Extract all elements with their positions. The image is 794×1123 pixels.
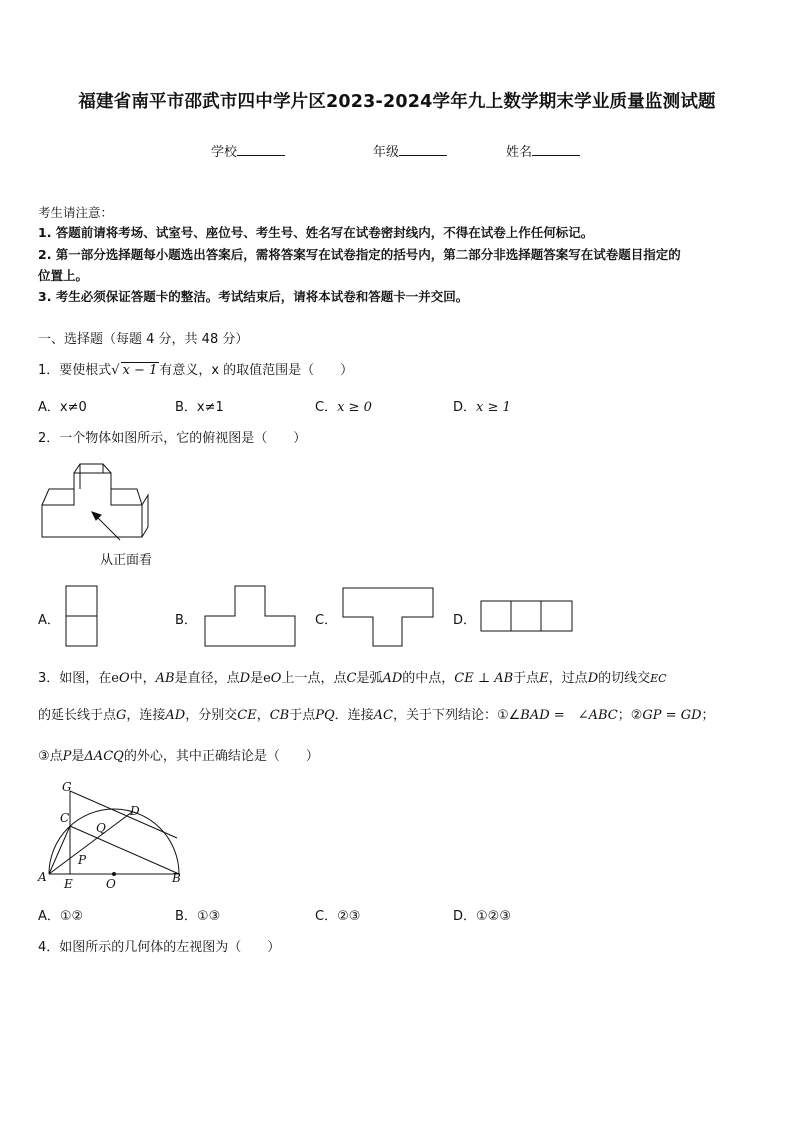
grade-label: 年级	[373, 145, 400, 160]
notice-heading: 考生请注意：	[38, 205, 114, 220]
q1-option-a[interactable]: A．x≠0	[38, 400, 87, 415]
q3-text: 是直径，点	[174, 671, 240, 686]
label-C: C	[60, 811, 70, 825]
q3-text: 中，	[129, 671, 156, 686]
q3-text: ；②	[617, 708, 643, 723]
q3-option-c[interactable]: C．②③	[315, 909, 361, 924]
label-O: O	[106, 877, 116, 891]
label-B: B	[172, 871, 181, 885]
q3-math: O	[118, 671, 130, 686]
sqrt-radicand: x − 1	[122, 363, 158, 378]
sqrt-sign: √	[111, 363, 120, 378]
q3-math: PQ	[315, 708, 335, 723]
q3-math: CE ⊥ AB	[454, 671, 514, 686]
q1-option-b[interactable]: B．x≠1	[175, 400, 224, 415]
q3-math: AB	[155, 671, 175, 686]
q3-math: D	[587, 671, 599, 686]
q1-prefix: 1．要使根式	[38, 363, 112, 378]
q3-text: ，关于下列结论：①∠	[392, 708, 521, 723]
center-point	[112, 872, 116, 876]
q3-option-b[interactable]: B．①③	[175, 909, 221, 924]
notice-item-2: 2. 第一部分选择题每小题选出答案后，需将答案写在试卷指定的括号内，第二部分非选择题答案写在试卷题目指定的	[38, 247, 681, 262]
q3-text: 的延长线于点	[38, 708, 117, 723]
q3-text: 是	[71, 749, 85, 764]
name-label: 姓名	[506, 145, 533, 160]
q1-suffix: 有意义，x 的取值范围是（ ）	[159, 363, 354, 378]
q3-text: ，连接	[126, 708, 166, 723]
notice-item-2-cont: 位置上。	[38, 268, 89, 283]
q3-math: ABC	[588, 708, 618, 723]
q1-option-c-math: x ≥ 0	[337, 400, 372, 415]
q2-option-b-label[interactable]: B．	[175, 613, 197, 628]
q3-text: ，过点	[548, 671, 588, 686]
q3-math: BAD	[520, 708, 550, 723]
q1-option-d-label: D．	[453, 400, 477, 415]
page-title: 福建省南平市邵武市四中学片区2023-2024学年九上数学期末学业质量监测试题	[78, 92, 716, 112]
q3-text: ．连接	[334, 708, 374, 723]
section-heading: 一、选择题（每题 4 分，共 48 分）	[38, 332, 249, 347]
q3-text: ，分别交	[185, 708, 238, 723]
q3-text: 上一点，点	[281, 671, 347, 686]
q2-view-caption: 从正面看	[100, 553, 153, 568]
q2-option-c-label[interactable]: C．	[315, 613, 338, 628]
q3-math: GP	[642, 708, 662, 723]
question-2: 2．一个物体如图所示，它的俯视图是（ ）	[38, 431, 307, 446]
q3-math: AD	[165, 708, 186, 723]
q3-math: P	[62, 749, 72, 764]
label-A: A	[38, 870, 47, 884]
q3-math: CB	[269, 708, 290, 723]
q3-math: EC	[650, 672, 667, 685]
q3-math: AD	[382, 671, 403, 686]
q3-math: D	[239, 671, 251, 686]
q3-math: CE	[237, 708, 257, 723]
q3-math: E	[539, 671, 549, 686]
q2-option-d-label[interactable]: D．	[453, 613, 477, 628]
notice-item-1: 1. 答题前请将考场、试室号、座位号、考生号、姓名写在试卷密封线内，不得在试卷上作任何标记。	[38, 225, 594, 240]
q3-text: 是	[250, 671, 264, 686]
q3-math: GD	[680, 708, 702, 723]
label-D: D	[130, 804, 140, 818]
label-Q: Q	[96, 821, 106, 835]
q2-option-a-label[interactable]: A．	[38, 613, 60, 628]
q3-text: 的切线交	[598, 671, 651, 686]
q3-text: 3．如图，在	[38, 671, 112, 686]
q3-math: O	[270, 671, 282, 686]
question-4: 4．如图所示的几何体的左视图为（ ）	[38, 940, 281, 955]
q3-circle-sym: e	[111, 671, 119, 686]
q3-text: ，	[256, 708, 270, 723]
q3-circle-sym: e	[263, 671, 271, 686]
school-label: 学校	[211, 145, 238, 160]
q3-text: = ∠	[549, 708, 589, 723]
q3-text: 的外心，其中正确结论是（ ）	[123, 749, 319, 764]
q3-math: G	[116, 708, 127, 723]
q3-option-d[interactable]: D．①②③	[453, 909, 511, 924]
q3-math: C	[346, 671, 357, 686]
q3-math: ΔACQ	[84, 749, 124, 764]
q3-text: 的中点，	[402, 671, 455, 686]
q3-option-a[interactable]: A．①②	[38, 909, 84, 924]
notice-item-3: 3. 考生必须保证答题卡的整洁。考试结束后，请将本试卷和答题卡一并交回。	[38, 289, 469, 304]
q3-math: AC	[373, 708, 393, 723]
label-E: E	[64, 877, 73, 891]
q3-text: 于点	[289, 708, 316, 723]
label-G: G	[62, 780, 72, 794]
q1-option-c-label: C．	[315, 400, 338, 415]
label-P: P	[78, 853, 87, 867]
q3-text: ③点	[38, 749, 63, 764]
q3-text: ；	[701, 708, 715, 723]
q1-option-d-math: x ≥ 1	[476, 400, 511, 415]
q3-text: =	[661, 708, 681, 723]
q3-text: 于点	[513, 671, 540, 686]
q3-text: 是弧	[356, 671, 383, 686]
